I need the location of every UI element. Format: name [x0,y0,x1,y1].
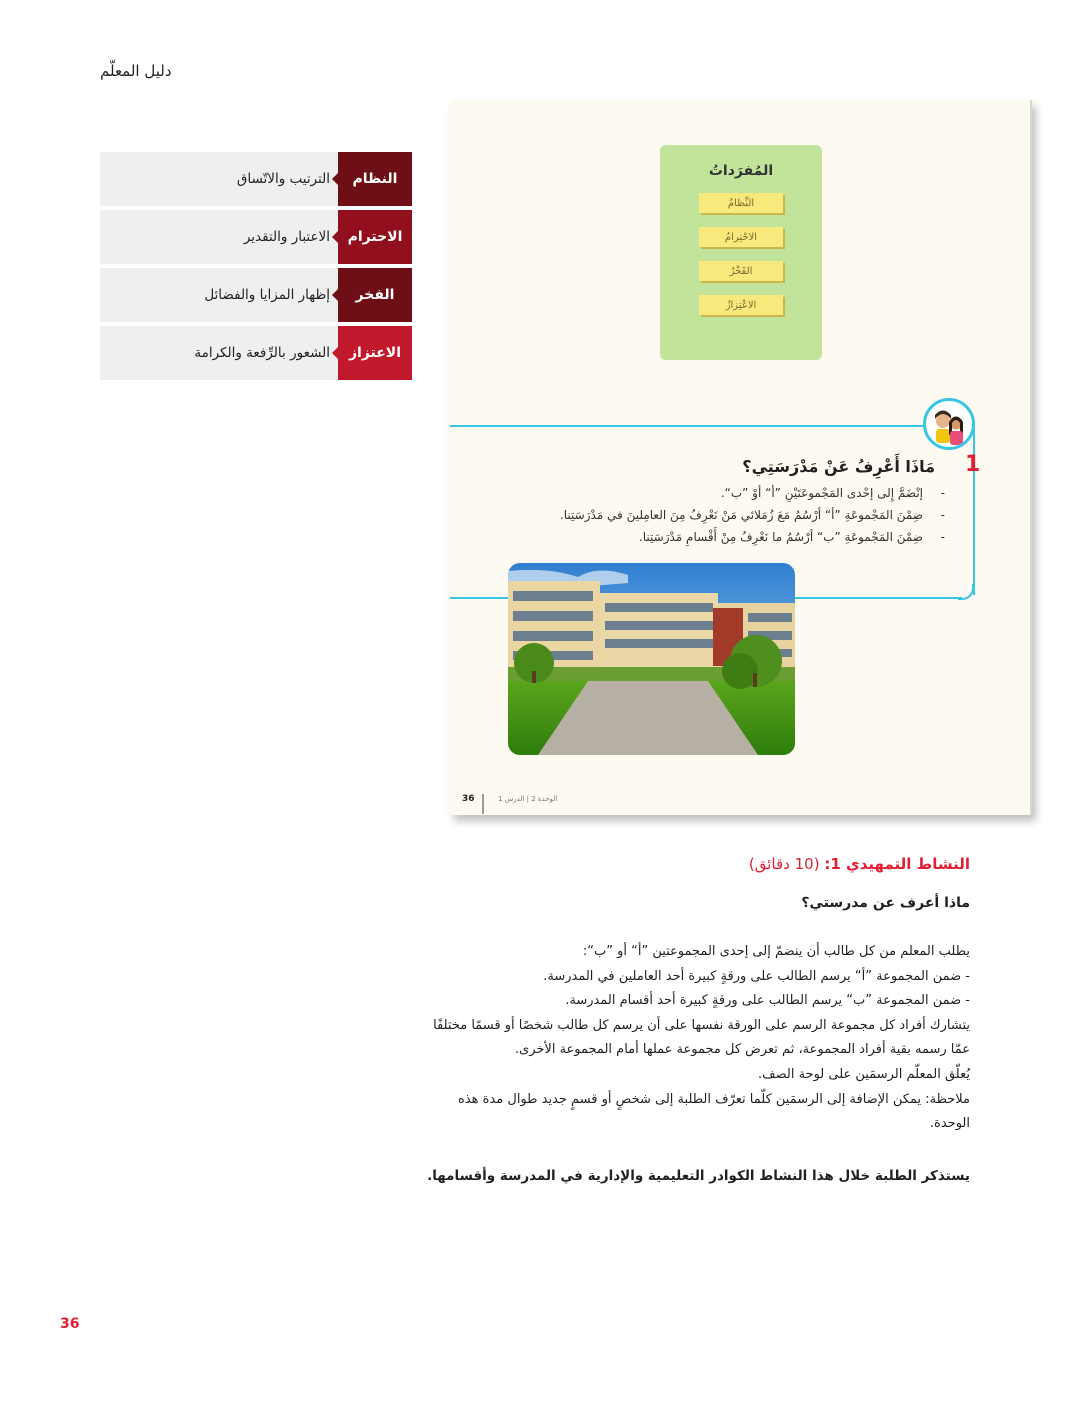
vocab-definition: الترتيب والاتّساق [236,171,330,187]
paragraph: يُعلّق المعلّم الرسمَين على لوحة الصف. [758,1066,970,1082]
students-avatar-icon [923,398,975,450]
list-item: - ضِمْنَ المَجْموعَةِ ”أ“ أرْسُمُ مَعَ زُمَلائي مَنْ نَعْرِفُ مِنَ العامِلينَ في مَدْرَسَتِنا. [485,508,945,522]
book-page-number: 36 [462,794,475,804]
footer-divider [482,794,484,814]
summary-statement: يستذكر الطلبة خلال هذا النشاط الكوادر التعليمية والإدارية في المدرسة وأقسامها. [427,1168,970,1184]
list-item: - ضِمْنَ المَجْموعَةِ ”ب“ أرْسُمُ ما نَعْرِفُ مِنْ أَقْسامِ مَدْرَسَتِنا. [485,530,945,544]
activity-heading [749,855,970,873]
pointer-icon [332,231,338,243]
pointer-icon [332,347,338,359]
activity-instructions [485,486,945,552]
student-book-page [450,100,1032,815]
book-footer-label: الوحدة 2 | الدرس 1 [498,795,558,803]
vocab-row [100,268,412,322]
activity-title: مَاذَا أَعْرِفُ عَنْ مَدْرَسَتِي؟ [742,457,935,476]
frame-line [973,425,975,595]
vocab-row [100,326,412,380]
activity-subheading: ماذا أعرف عن مدرستي؟ [801,895,970,911]
activity-label: النشاط التمهيدي 1: [824,855,970,873]
vocab-table [100,152,412,384]
page-number: 36 [60,1316,80,1332]
vocab-term: الفخر [338,268,412,322]
list-item: - إنْضَمَّ إِلى إحْدى المَجْموعَتَيْنِ ”أ“ أوْ ”ب“. [485,486,945,500]
paragraph: - ضمن المجموعة ”أ“ يرسم الطالب على ورقةٍ كبيرة أحد العاملين في المدرسة. [543,968,970,984]
vocab-definition: إظهار المزايا والفضائل [204,287,330,303]
school-building-photo [508,563,795,755]
vocab-tag: الاعْتِزازُ [699,295,783,315]
pointer-icon [332,173,338,185]
vocab-tag: الاحْتِرامُ [699,227,783,247]
activity-number: 1 [965,452,981,477]
vocab-tag: النِّظامُ [699,193,783,213]
vocab-tag: الفَخْرُ [699,261,783,281]
vocab-row [100,152,412,206]
paragraph: يطلب المعلم من كل طالب أن ينضمّ إلى إحدى المجموعتين ”أ“ أو ”ب“: [582,944,970,959]
vocab-definition: الشعور بالرِّفعة والكرامة [194,345,330,361]
vocabulary-title: المُفرَداتُ [708,163,774,179]
pointer-icon [332,289,338,301]
vocabulary-box [660,145,822,360]
paragraph: يتشارك أفراد كل مجموعة الرسم على الورقة نفسها على أن يرسم كل طالب شخصًا أو قسمًا مختلفًا عمّا رسمه بقية أفراد المجموعة، ثم تعرض كل مجموعة عملها أمام المجموعة الأخرى. [433,1017,970,1058]
paragraph: ملاحظة: يمكن الإضافة إلى الرسمَين كلّما تعرّف الطلبة إلى شخصٍ أو قسمٍ جديد طوال مدة هذه الوحدة. [458,1091,970,1132]
vocab-definition: الاعتبار والتقدير [243,229,330,245]
guide-title: دليل المعلّم [100,62,172,80]
vocab-term: الاحترام [338,210,412,264]
frame-corner [958,584,974,600]
instructions-body [430,940,970,1137]
activity-time: (10 دقائق) [748,855,820,873]
vocab-term: الاعتزاز [338,326,412,380]
paragraph: - ضمن المجموعة ”ب“ يرسم الطالب على ورقةٍ كبيرة أحد أقسام المدرسة. [565,993,970,1009]
frame-line [450,425,925,427]
vocab-term: النظام [338,152,412,206]
vocab-row [100,210,412,264]
